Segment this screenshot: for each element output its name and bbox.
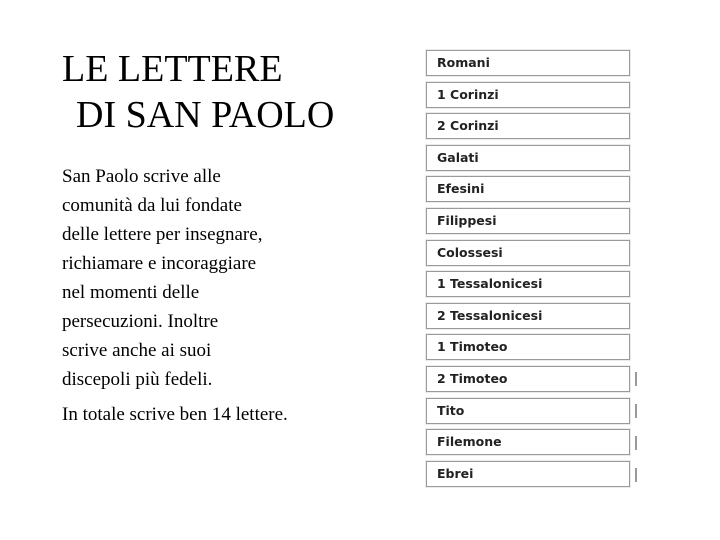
letters-list [426,50,630,492]
letter-label: 1 Corinzi [426,82,630,108]
description-paragraph: San Paolo scrive alle comunità da lui fondate delle lettere per insegnare, richiamare e incoraggiare nel momenti delle persecuzioni. Inoltre scrive anche ai suoi discepoli più fedeli. [62,166,263,390]
letter-label: 1 Tessalonicesi [426,271,630,297]
letter-label: 2 Tessalonicesi [426,303,630,329]
summary-paragraph: In totale scrive ben 14 lettere. [62,404,288,425]
letter-label: Romani [426,50,630,76]
letter-label: Efesini [426,176,630,202]
letter-label: 2 Corinzi [426,113,630,139]
description-text [62,162,362,448]
letter-label: 1 Timoteo [426,334,630,360]
title-line-1: LE LETTERE [62,48,283,90]
letter-label: Ebrei [426,461,630,487]
letter-label: Filemone [426,429,630,455]
book-spine-edge [635,40,638,492]
letter-label: Colossesi [426,240,630,266]
letter-label: 2 Timoteo [426,366,630,392]
title-line-2: DI SAN PAOLO [76,94,335,136]
letter-label: Galati [426,145,630,171]
letter-label: Tito [426,398,630,424]
letter-label: Filippesi [426,208,630,234]
slide-title [62,46,334,138]
